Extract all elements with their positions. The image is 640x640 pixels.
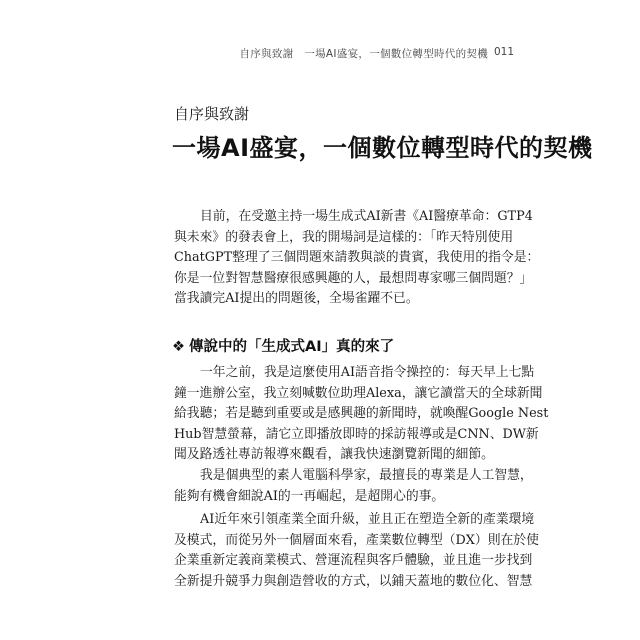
text-line: AI近年來引領產業全面升級，並且正在塑造全新的產業環境 <box>200 512 535 527</box>
intro-paragraph <box>174 207 540 310</box>
text-line: 鐘一進辦公室，我立刻喊數位助理Alexa，讓它讀當天的全球新聞 <box>174 385 543 401</box>
section-heading-text: 傳說中的「生成式AI」真的來了 <box>189 339 395 355</box>
text-line: 聞及路透社專訪報導來觀看，讓我快速瀏覽新聞的細節。 <box>174 447 494 462</box>
text-line: 及模式，而從另外一個層面來看，產業數位轉型（DX）則在於使 <box>174 532 539 548</box>
text-line: 當我讀完AI提出的問題後，全場雀躍不已。 <box>174 291 419 306</box>
text-line: 全新提升競爭力與創造營收的方式，以鋪天蓋地的數位化、智慧 <box>174 573 533 589</box>
text-line: 目前，在受邀主持一場生成式AI新書《AI醫療革命：GTP4 <box>200 209 533 224</box>
text-line: ChatGPT整理了三個問題來請教與談的貴賓，我使用的指令是： <box>174 250 540 265</box>
chapter-title: 一場AI盛宴，一個數位轉型時代的契機 <box>172 134 593 162</box>
body-paragraph <box>174 363 549 466</box>
section-heading <box>172 335 394 356</box>
text-line: 與未來》的發表會上，我的開場詞是這樣的：「昨天特別使用 <box>174 229 514 245</box>
running-head: 自序與致謝 一場AI盛宴，一個數位轉型時代的契機 <box>239 48 488 60</box>
page-number: 011 <box>494 46 515 58</box>
body-paragraph <box>174 510 539 592</box>
text-line: Hub智慧螢幕，請它立即播放即時的採訪報導或是CNN、DW新 <box>174 426 539 442</box>
text-line: 一年之前，我是這麼使用AI語音指令操控的：每天早上七點 <box>200 365 535 380</box>
body-paragraph <box>174 466 533 507</box>
text-line: 企業重新定義商業模式、營運流程與客戶體驗，並且進一步找到 <box>174 553 533 568</box>
chapter-label: 自序與致謝 <box>174 105 250 123</box>
text-line: 你是一位對智慧醫療很感興趣的人，最想問專家哪三個問題？」 <box>174 270 533 286</box>
diamond-bullet-icon: ❖ <box>172 339 185 355</box>
text-line: 能夠有機會細說AI的一再崛起，是超開心的事。 <box>174 488 445 504</box>
text-line: 給我聽；若是聽到重要或是感興趣的新聞時，就喚醒Google Nest <box>174 406 549 421</box>
text-line: 我是個典型的素人電腦科學家，最擅長的專業是人工智慧， <box>200 468 533 483</box>
